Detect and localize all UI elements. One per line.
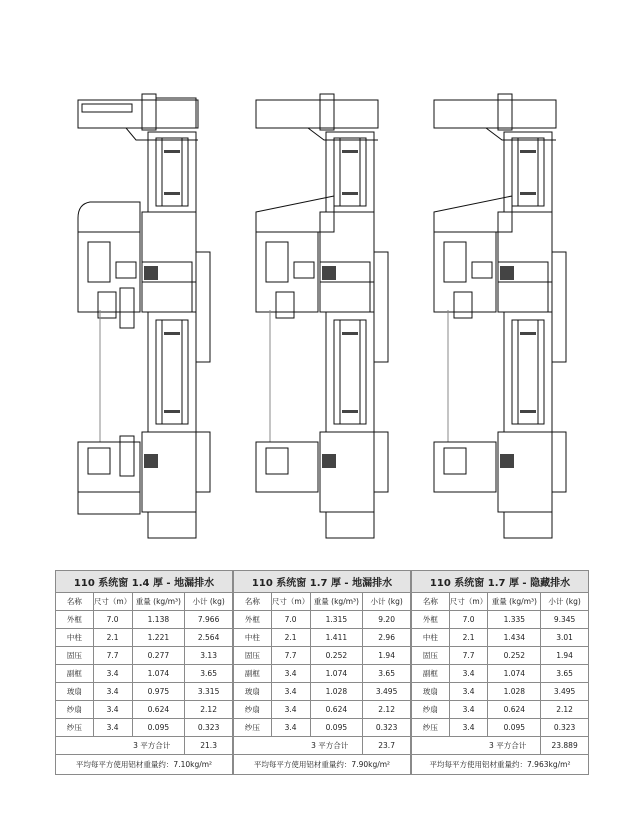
table-sum-row	[56, 737, 233, 755]
cell: 外框	[412, 611, 450, 629]
header-cell: 重量 (kg/m³)	[488, 593, 541, 611]
cell: 1.028	[310, 683, 363, 701]
table-row	[56, 701, 233, 719]
table-title: 110 系统窗 1.7 厚 - 隐藏排水	[412, 571, 589, 593]
table-header-row	[234, 593, 411, 611]
cell: 3.495	[363, 683, 411, 701]
weight-table-1	[55, 570, 233, 775]
cell: 3.65	[541, 665, 589, 683]
table-row	[234, 629, 411, 647]
header-cell: 名称	[234, 593, 272, 611]
table-avg-row	[412, 755, 589, 775]
cell: 0.624	[310, 701, 363, 719]
cell: 3.315	[185, 683, 233, 701]
cell: 副框	[234, 665, 272, 683]
table-row	[56, 611, 233, 629]
cell: 2.96	[363, 629, 411, 647]
table-sum-row	[412, 737, 589, 755]
cell: 1.315	[310, 611, 363, 629]
table-row	[234, 611, 411, 629]
cell: 0.095	[132, 719, 185, 737]
table-row	[56, 719, 233, 737]
cell: 7.7	[93, 647, 132, 665]
sum-value: 21.3	[185, 737, 233, 755]
table-title: 110 系统窗 1.7 厚 - 地漏排水	[234, 571, 411, 593]
table-row	[234, 719, 411, 737]
header-cell: 重量 (kg/m³)	[310, 593, 363, 611]
cell: 1.221	[132, 629, 185, 647]
sum-value: 23.889	[541, 737, 589, 755]
table-row	[234, 683, 411, 701]
cell: 纱压	[412, 719, 450, 737]
window-section-drawing-2	[254, 92, 394, 542]
cell: 1.074	[488, 665, 541, 683]
cell: 玻扇	[412, 683, 450, 701]
table-header-row	[56, 593, 233, 611]
cell: 0.975	[132, 683, 185, 701]
header-cell: 尺寸（m）	[271, 593, 310, 611]
table-title: 110 系统窗 1.4 厚 - 地漏排水	[56, 571, 233, 593]
cell: 3.4	[449, 683, 488, 701]
sum-label: 3 平方合计	[56, 737, 185, 755]
cell: 纱压	[56, 719, 94, 737]
cell: 2.564	[185, 629, 233, 647]
cell: 纱压	[234, 719, 272, 737]
cell: 外框	[234, 611, 272, 629]
table-row	[56, 665, 233, 683]
window-section-drawing-1	[76, 92, 216, 542]
cell: 1.434	[488, 629, 541, 647]
weight-table-2	[233, 570, 411, 775]
cell: 7.7	[449, 647, 488, 665]
table-row	[412, 683, 589, 701]
header-cell: 尺寸（m）	[93, 593, 132, 611]
header-cell: 小计 (kg)	[541, 593, 589, 611]
cell: 1.335	[488, 611, 541, 629]
table-row	[412, 629, 589, 647]
sum-label: 3 平方合计	[412, 737, 541, 755]
cell: 3.4	[93, 665, 132, 683]
cell: 中柱	[412, 629, 450, 647]
cell: 7.0	[93, 611, 132, 629]
cell: 7.0	[271, 611, 310, 629]
weight-table-3	[411, 570, 589, 775]
header-cell: 小计 (kg)	[363, 593, 411, 611]
table-row	[412, 611, 589, 629]
cell: 2.12	[541, 701, 589, 719]
table-sum-row	[234, 737, 411, 755]
avg-weight: 平均每平方使用铝材重量约：7.10kg/m²	[56, 755, 233, 775]
table-row	[412, 701, 589, 719]
cell: 1.411	[310, 629, 363, 647]
avg-weight: 平均每平方使用铝材重量约：7.963kg/m²	[412, 755, 589, 775]
cell: 纱扇	[234, 701, 272, 719]
cell: 固压	[56, 647, 94, 665]
cell: 3.4	[271, 683, 310, 701]
cell: 玻扇	[56, 683, 94, 701]
cell: 3.65	[363, 665, 411, 683]
cell: 0.252	[310, 647, 363, 665]
cell: 纱扇	[412, 701, 450, 719]
avg-weight: 平均每平方使用铝材重量约：7.90kg/m²	[234, 755, 411, 775]
cell: 3.4	[271, 701, 310, 719]
table-row	[56, 629, 233, 647]
cell: 纱扇	[56, 701, 94, 719]
cell: 0.095	[488, 719, 541, 737]
table-row	[234, 701, 411, 719]
cell: 0.095	[310, 719, 363, 737]
cell: 3.4	[93, 683, 132, 701]
cell: 3.4	[449, 701, 488, 719]
cell: 1.94	[363, 647, 411, 665]
cell: 3.4	[271, 665, 310, 683]
cell: 外框	[56, 611, 94, 629]
table-row	[234, 665, 411, 683]
cell: 3.4	[271, 719, 310, 737]
table-row	[56, 683, 233, 701]
cell: 0.624	[132, 701, 185, 719]
header-cell: 名称	[56, 593, 94, 611]
cell: 2.1	[271, 629, 310, 647]
cell: 副框	[56, 665, 94, 683]
cell: 2.1	[93, 629, 132, 647]
cell: 固压	[234, 647, 272, 665]
cell: 3.4	[93, 701, 132, 719]
sum-label: 3 平方合计	[234, 737, 363, 755]
cell: 2.12	[185, 701, 233, 719]
cell: 副框	[412, 665, 450, 683]
table-header-row	[412, 593, 589, 611]
table-row	[56, 647, 233, 665]
cell: 固压	[412, 647, 450, 665]
cell: 0.323	[185, 719, 233, 737]
header-cell: 小计 (kg)	[185, 593, 233, 611]
cell: 1.94	[541, 647, 589, 665]
sum-value: 23.7	[363, 737, 411, 755]
table-row	[412, 719, 589, 737]
cell: 7.966	[185, 611, 233, 629]
window-section-drawing-3	[432, 92, 572, 542]
cell: 0.323	[363, 719, 411, 737]
cell: 3.4	[93, 719, 132, 737]
cell: 1.074	[310, 665, 363, 683]
cell: 9.20	[363, 611, 411, 629]
table-avg-row	[234, 755, 411, 775]
cell: 7.0	[449, 611, 488, 629]
cell: 0.277	[132, 647, 185, 665]
cell: 中柱	[56, 629, 94, 647]
cell: 9.345	[541, 611, 589, 629]
cell: 3.65	[185, 665, 233, 683]
cell: 0.323	[541, 719, 589, 737]
cell: 7.7	[271, 647, 310, 665]
cell: 1.074	[132, 665, 185, 683]
header-cell: 名称	[412, 593, 450, 611]
cell: 3.4	[449, 719, 488, 737]
cell: 3.495	[541, 683, 589, 701]
table-row	[234, 647, 411, 665]
table-row	[412, 665, 589, 683]
table-avg-row	[56, 755, 233, 775]
cell: 玻扇	[234, 683, 272, 701]
cell: 中柱	[234, 629, 272, 647]
cell: 3.13	[185, 647, 233, 665]
cell: 3.01	[541, 629, 589, 647]
header-cell: 重量 (kg/m³)	[132, 593, 185, 611]
cell: 0.252	[488, 647, 541, 665]
cell: 0.624	[488, 701, 541, 719]
cell: 3.4	[449, 665, 488, 683]
cell: 1.028	[488, 683, 541, 701]
header-cell: 尺寸（m）	[449, 593, 488, 611]
cell: 1.138	[132, 611, 185, 629]
table-row	[412, 647, 589, 665]
cell: 2.1	[449, 629, 488, 647]
cell: 2.12	[363, 701, 411, 719]
